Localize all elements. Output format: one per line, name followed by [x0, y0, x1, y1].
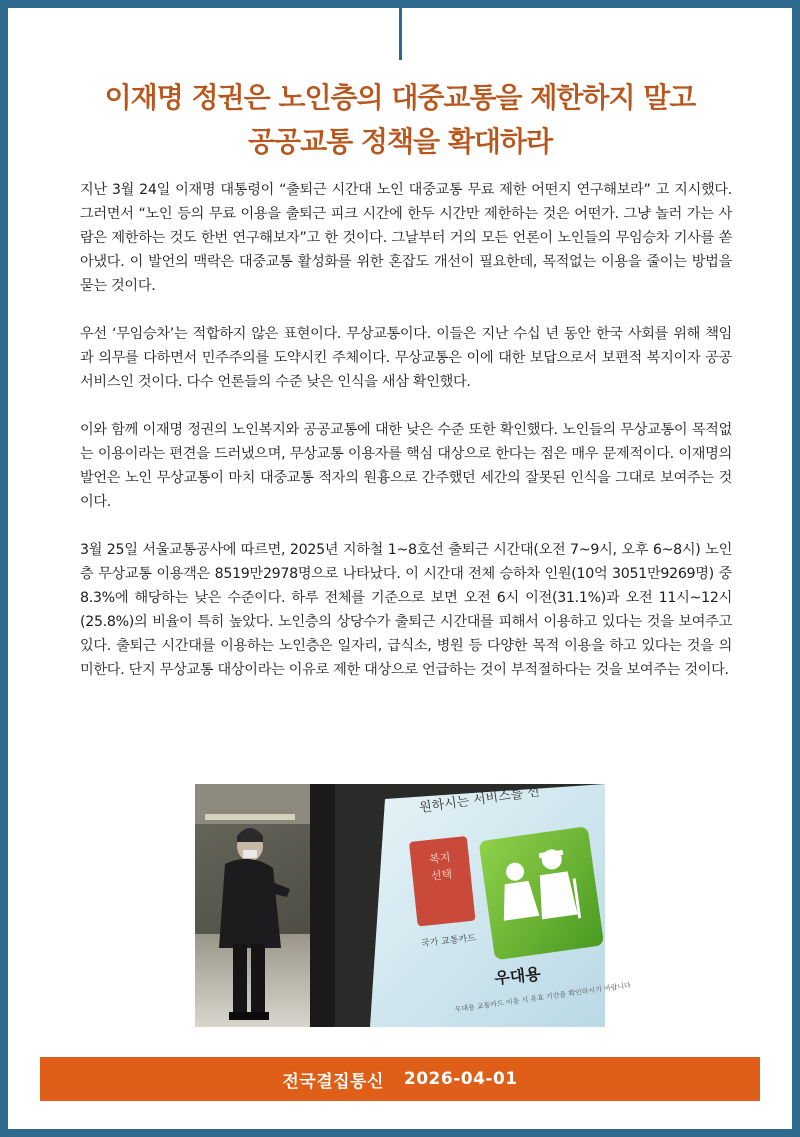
footer-banner [40, 1057, 760, 1101]
red-button-caption: 국가 교통카드 [420, 933, 477, 950]
paragraph-4: 3월 25일 서울교통공사에 따르면, 2025년 지하철 1~8호선 출퇴근 시간대(오전 7~9시, 오후 6~8시) 노인층 무상교통 이용객은 8519만2978명으로 나타났다. 이 시간대 전체 승하차 인원(10억 3051만9269명) 중 8.3%에 해당하는 낮은 수준이다. 하루 전체를 기준으로 보면 오전 6시 이전(31.1%)과 오전 11시~12시(25.8%)의 비율이 특히 높았다. 노인층의 상당수가 출퇴근 시간대를 피해서 이용하고 있다는 것을 보여주고 있다. 출퇴근 시간대를 이용하는 노인층은 일자리, 급식소, 병원 등 다양한 목적 이용을 하고 있다는 것을 의미한다. 단지 무상교통 대상이라는 이유로 제한 대상으로 언급하는 것이 부적절하다는 것을 보여주는 것이다. [80, 542, 732, 678]
photo-illustration [195, 784, 632, 1027]
top-divider-line [399, 8, 402, 60]
red-button-text-1: 복지 [428, 850, 452, 866]
screen-top-text: 원하시는 서비스를 선 [418, 784, 541, 816]
title-line-1: 이재명 정권은 노인층의 대중교통을 제한하지 말고 [104, 81, 696, 114]
kiosk-photo [195, 784, 632, 1027]
screen-footnote: 우대용 교통카드 이용 시 유효 기간을 확인하시기 바랍니다 [454, 981, 632, 1014]
page [8, 8, 792, 1129]
title-line-2: 공공교통 정책을 확대하라 [247, 125, 553, 158]
paragraph-1: 지난 3월 24일 이재명 대통령이 “출퇴근 시간대 노인 대중교통 무료 제한 어떤지 연구해보라” 고 지시했다. 그러면서 “노인 등의 무료 이용을 출퇴근 피크 시간에 한두 시간만 제한하는 것은 어떤가. 그냥 놀러 가는 사람은 제한하는 것도 한번 연구해보자”고 한 것이다. 그날부터 거의 모든 언론이 노인들의 무임승차 기사를 쏟아냈다. 이 발언의 맥락은 대중교통 활성화를 위한 혼잡도 개선이 필요한데, 목적없는 이용을 줄이는 방법을 묻는 것이다. [80, 182, 732, 294]
footer-org: 전국결집통신 [282, 1071, 384, 1092]
red-button-text-2: 선택 [430, 867, 453, 883]
article-body [80, 178, 732, 706]
article-title [48, 76, 752, 164]
green-button-label: 우대용 [493, 964, 542, 988]
paragraph-2: 우선 ‘무임승차’는 적합하지 않은 표현이다. 무상교통이다. 이들은 지난 수십 년 동안 한국 사회를 위해 책임과 의무를 다하면서 민주주의를 도약시킨 주체이다. 무상교통은 이에 대한 보답으로서 보편적 복지이자 공공서비스인 것이다. 다수 언론들의 수준 낮은 인식을 새삼 확인했다. [80, 326, 732, 390]
footer-date: 2026-04-01 [403, 1069, 518, 1089]
green-senior-button [479, 826, 605, 960]
paragraph-3: 이와 함께 이재명 정권의 노인복지와 공공교통에 대한 낮은 수준 또한 확인했다. 노인들의 무상교통이 목적없는 이용이라는 편견을 드러냈으며, 무상교통 이용자를 핵심 대상으로 한다는 점은 매우 문제적이다. 이재명의 발언은 노인 무상교통이 마치 대중교통 적자의 원흉으로 간주했던 세간의 잘못된 인식을 그대로 보여주는 것이다. [80, 422, 732, 510]
